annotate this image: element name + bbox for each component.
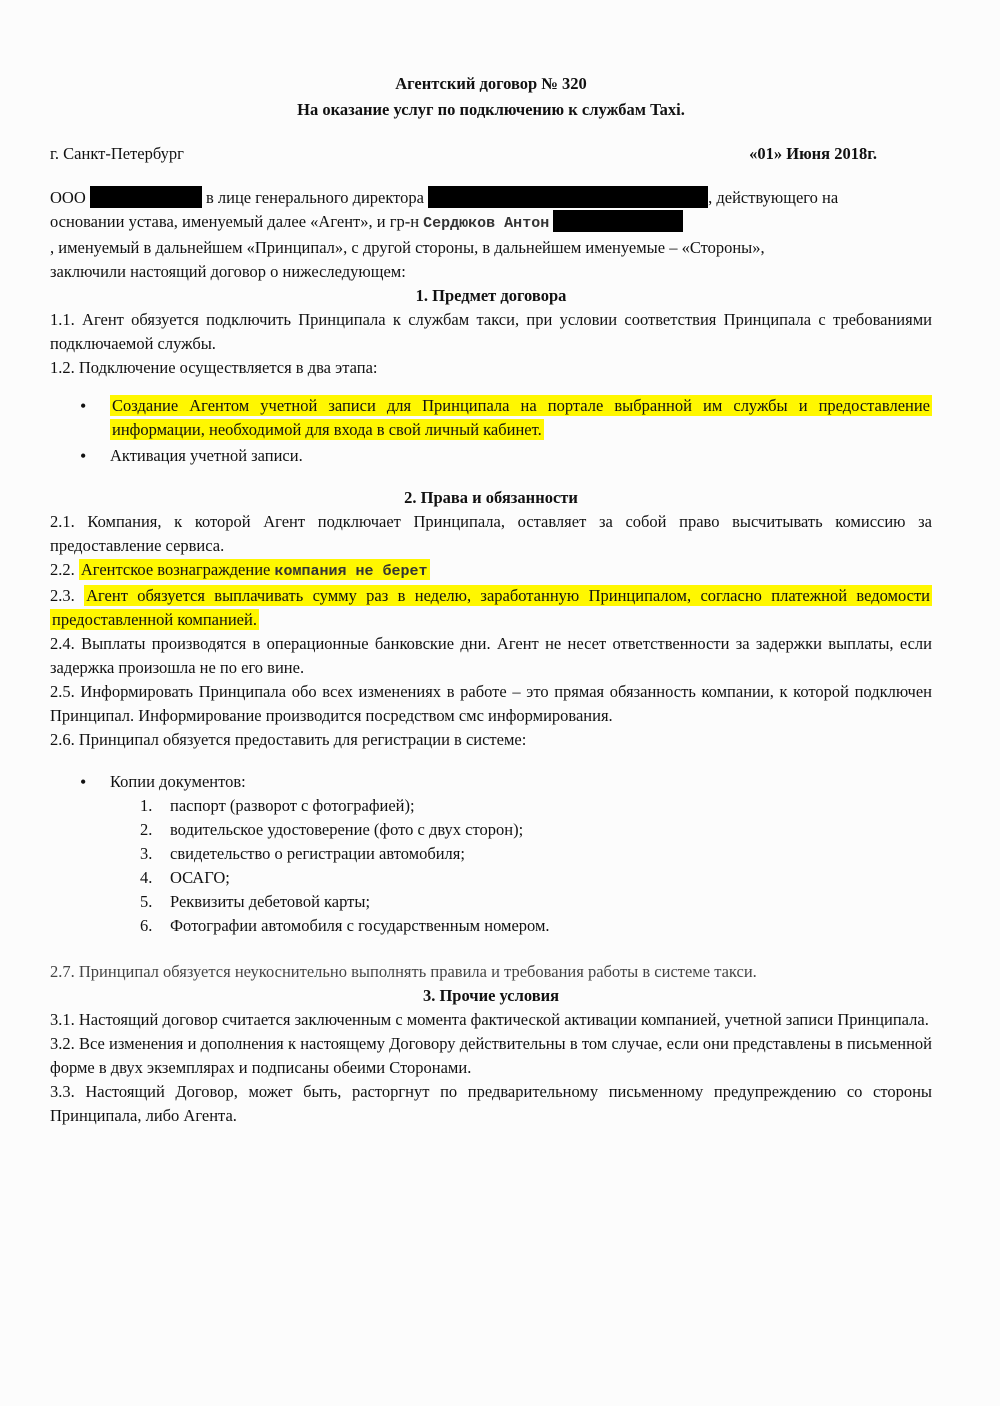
documents-list [50, 770, 932, 794]
document-title: Агентский договор № 320 [395, 74, 587, 93]
list-item: • Копии документов: [50, 770, 932, 794]
intro-line-1: ООО в лице генерального директора , действующего на [50, 188, 839, 207]
intro-paragraph [50, 186, 932, 284]
list-item: 2. водительское удостоверение (фото с двух сторон); [140, 820, 524, 839]
section-1-heading: 1. Предмет договора [415, 286, 567, 305]
intro-line-2: основании устава, именуемый далее «Агент», и гр-н Сердюков Антон [50, 210, 932, 236]
intro-line-4: заключили настоящий договор о нижеследующем: [50, 262, 406, 281]
highlighted-text: Агентское вознаграждение компания не берет [80, 560, 428, 580]
intro-line-3: , именуемый в дальнейшем «Принципал», с другой стороны, в дальнейшем именуемые – «Стороны», [50, 238, 765, 257]
list-item: 6. Фотографии автомобиля с государственным номером. [140, 916, 550, 935]
section-3-heading: 3. Прочие условия [422, 986, 560, 1005]
list-item: 5. Реквизиты дебетовой карты; [140, 892, 371, 911]
clause-2-7: 2.7. Принципал обязуется неукоснительно выполнять правила и требования работы в системе такси. [50, 962, 757, 981]
list-item [50, 394, 932, 442]
document-subtitle: На оказание услуг по подключению к службам Taxi. [297, 100, 685, 119]
city: г. Санкт-Петербург [50, 144, 184, 163]
redaction-director [428, 186, 708, 208]
stages-list [50, 394, 932, 468]
list-item: 4. ОСАГО; [140, 868, 230, 887]
clause-1-2: 1.2. Подключение осуществляется в два этапа: [50, 358, 378, 377]
clause-2-2: 2.2. Агентское вознаграждение компания не берет [50, 560, 428, 580]
clause-3-1: 3.1. Настоящий договор считается заключенным с момента фактической активации компанией, учетной записи Принципала. [50, 1010, 929, 1029]
clause-2-6: 2.6. Принципал обязуется предоставить для регистрации в системе: [50, 730, 527, 749]
redaction-company [90, 186, 202, 208]
document-body [50, 72, 932, 1128]
redaction-principal [553, 210, 683, 232]
contract-date: «01» Июня 2018г. [749, 144, 877, 163]
documents-numbered-list [50, 794, 932, 938]
typed-principal-name: Сердюков Антон [423, 215, 550, 232]
list-item: 1. паспорт (разворот с фотографией); [140, 796, 415, 815]
highlighted-text: Создание Агентом учетной записи для Принципала на портале выбранной им службы и предоставление информации, необходимой для входа в свой личный кабинет. [112, 396, 930, 439]
list-item: • Активация учетной записи. [50, 444, 932, 468]
clause-3-2: 3.2. Все изменения и дополнения к настоящему Договору действительны в том случае, если они представлены в письменной форме в двух экземплярах и подписаны обеими Сторонами. [50, 1034, 932, 1077]
clause-2-1: 2.1. Компания, к которой Агент подключает Принципала, оставляет за собой право высчитывать комиссию за предоставление сервиса. [50, 512, 932, 555]
clause-1-1: 1.1. Агент обязуется подключить Принципала к службам такси, при условии соответствия Принципала с требованиями подключаемой службы. [50, 310, 932, 353]
clause-2-3: 2.3. Агент обязуется выплачивать сумму раз в неделю, заработанную Принципалом, согласно платежной ведомости предоставленной компанией. [50, 586, 930, 629]
clause-2-4: 2.4. Выплаты производятся в операционные банковские дни. Агент не несет ответственности за задержки выплаты, если задержка произошла не по его вине. [50, 634, 932, 677]
typed-text: компания не берет [274, 563, 428, 580]
clause-3-3: 3.3. Настоящий Договор, может быть, расторгнут по предварительному письменному предупреждению со стороны Принципала, либо Агента. [50, 1082, 932, 1125]
clause-2-5: 2.5. Информировать Принципала обо всех изменениях в работе – это прямая обязанность компании, к которой подключен Принципал. Информирование производится посредством смс информирования. [50, 682, 932, 725]
highlighted-text: Агент обязуется выплачивать сумму раз в неделю, заработанную Принципалом, согласно платежной ведомости предоставленной компанией. [52, 586, 930, 629]
section-2-heading: 2. Права и обязанности [404, 488, 578, 507]
list-item: 3. свидетельство о регистрации автомобиля; [140, 844, 465, 863]
place-date-row [50, 142, 932, 166]
